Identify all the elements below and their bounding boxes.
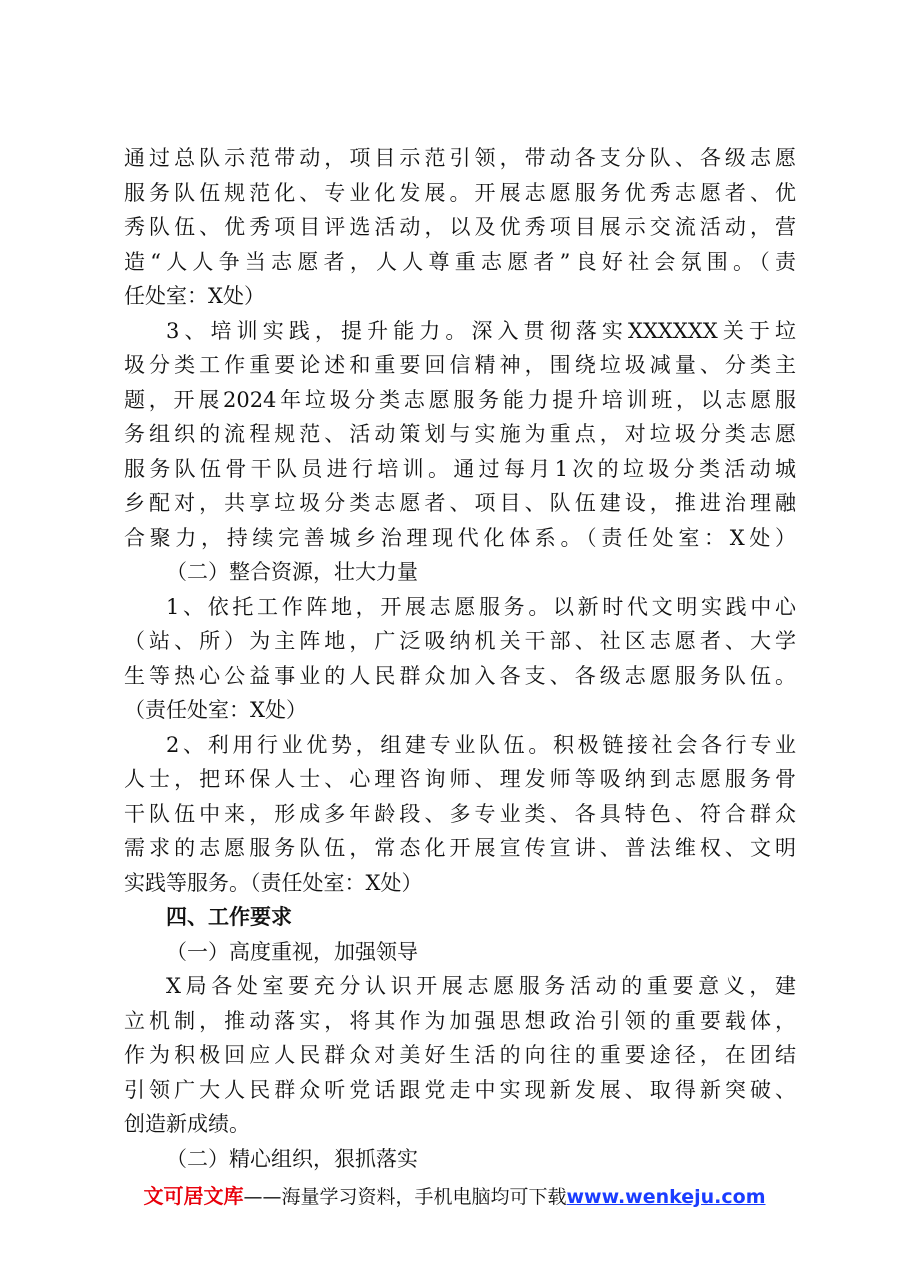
text-line: 作为积极回应人民群众对美好生活的向往的重要途径，在团结 [124, 1043, 796, 1067]
text-line: 3、培训实践，提升能力。深入贯彻落实XXXXXX关于垃 [166, 318, 796, 343]
footer-tagline: ——海量学习资料，手机电脑均可下载 [243, 1186, 567, 1208]
document-body [124, 141, 796, 1176]
text-line: 2、利用行业优势，组建专业队伍。积极链接社会各行专业 [166, 732, 796, 757]
subsection-heading: （二）精心组织，狠抓落实 [166, 1146, 418, 1171]
text-line: 1、依托工作阵地，开展志愿服务。以新时代文明实践中心 [166, 594, 796, 619]
text-line: 通过总队示范带动，项目示范引领，带动各支分队、各级志愿 [124, 146, 796, 170]
text-line: 秀队伍、优秀项目评选活动，以及优秀项目展示交流活动，营 [124, 215, 796, 239]
text-line: 题，开展2024年垃圾分类志愿服务能力提升培训班，以志愿服 [124, 387, 796, 412]
subsection-heading: （二）整合资源，壮大力量 [166, 560, 418, 584]
text-line: （站、所）为主阵地，广泛吸纳机关干部、社区志愿者、大学 [124, 629, 796, 653]
text-line: 生等热心公益事业的人民群众加入各支、各级志愿服务队伍。 [124, 663, 796, 688]
text-line: 引领广大人民群众听党话跟党走中实现新发展、取得新突破、 [124, 1077, 796, 1102]
text-line: （责任处室：X处） [124, 698, 307, 722]
text-line: 务组织的流程规范、活动策划与实施为重点，对垃圾分类志愿 [124, 422, 796, 446]
text-line: 服务队伍骨干队员进行培训。通过每月1次的垃圾分类活动城 [124, 456, 796, 481]
subsection-heading: （一）高度重视，加强领导 [166, 939, 418, 964]
text-line: 乡配对，共享垃圾分类志愿者、项目、队伍建设，推进治理融 [124, 491, 796, 515]
text-line: 造“人人争当志愿者，人人尊重志愿者”良好社会氛围。（责 [124, 249, 796, 274]
text-line: X局各处室要充分认识开展志愿服务活动的重要意义，建 [166, 974, 796, 998]
footer-brand: 文可居文库 [143, 1184, 244, 1208]
footer-url-link[interactable]: www.wenkeju.com [566, 1186, 766, 1208]
text-line: 实践等服务。（责任处室：X处） [124, 870, 423, 895]
text-line: 合聚力，持续完善城乡治理现代化体系。（责任处室：X处） [124, 525, 796, 550]
text-line: 干队伍中来，形成多年龄段、多专业类、各具特色、符合群众 [124, 801, 796, 826]
text-line: 创造新成绩。 [124, 1112, 250, 1136]
text-line: 需求的志愿服务队伍，常态化开展宣传宣讲、普法维权、文明 [124, 836, 796, 860]
text-line: 立机制，推动落实，将其作为加强思想政治引领的重要载体， [124, 1008, 796, 1033]
text-line: 服务队伍规范化、专业化发展。开展志愿服务优秀志愿者、优 [124, 180, 796, 205]
text-line: 圾分类工作重要论述和重要回信精神，围绕垃圾减量、分类主 [124, 353, 796, 377]
section-heading: 四、工作要求 [166, 905, 292, 929]
text-line: 人士，把环保人士、心理咨询师、理发师等吸纳到志愿服务骨 [124, 767, 796, 791]
text-line: 任处室：X处） [124, 284, 265, 308]
footer-banner [0, 1180, 909, 1209]
